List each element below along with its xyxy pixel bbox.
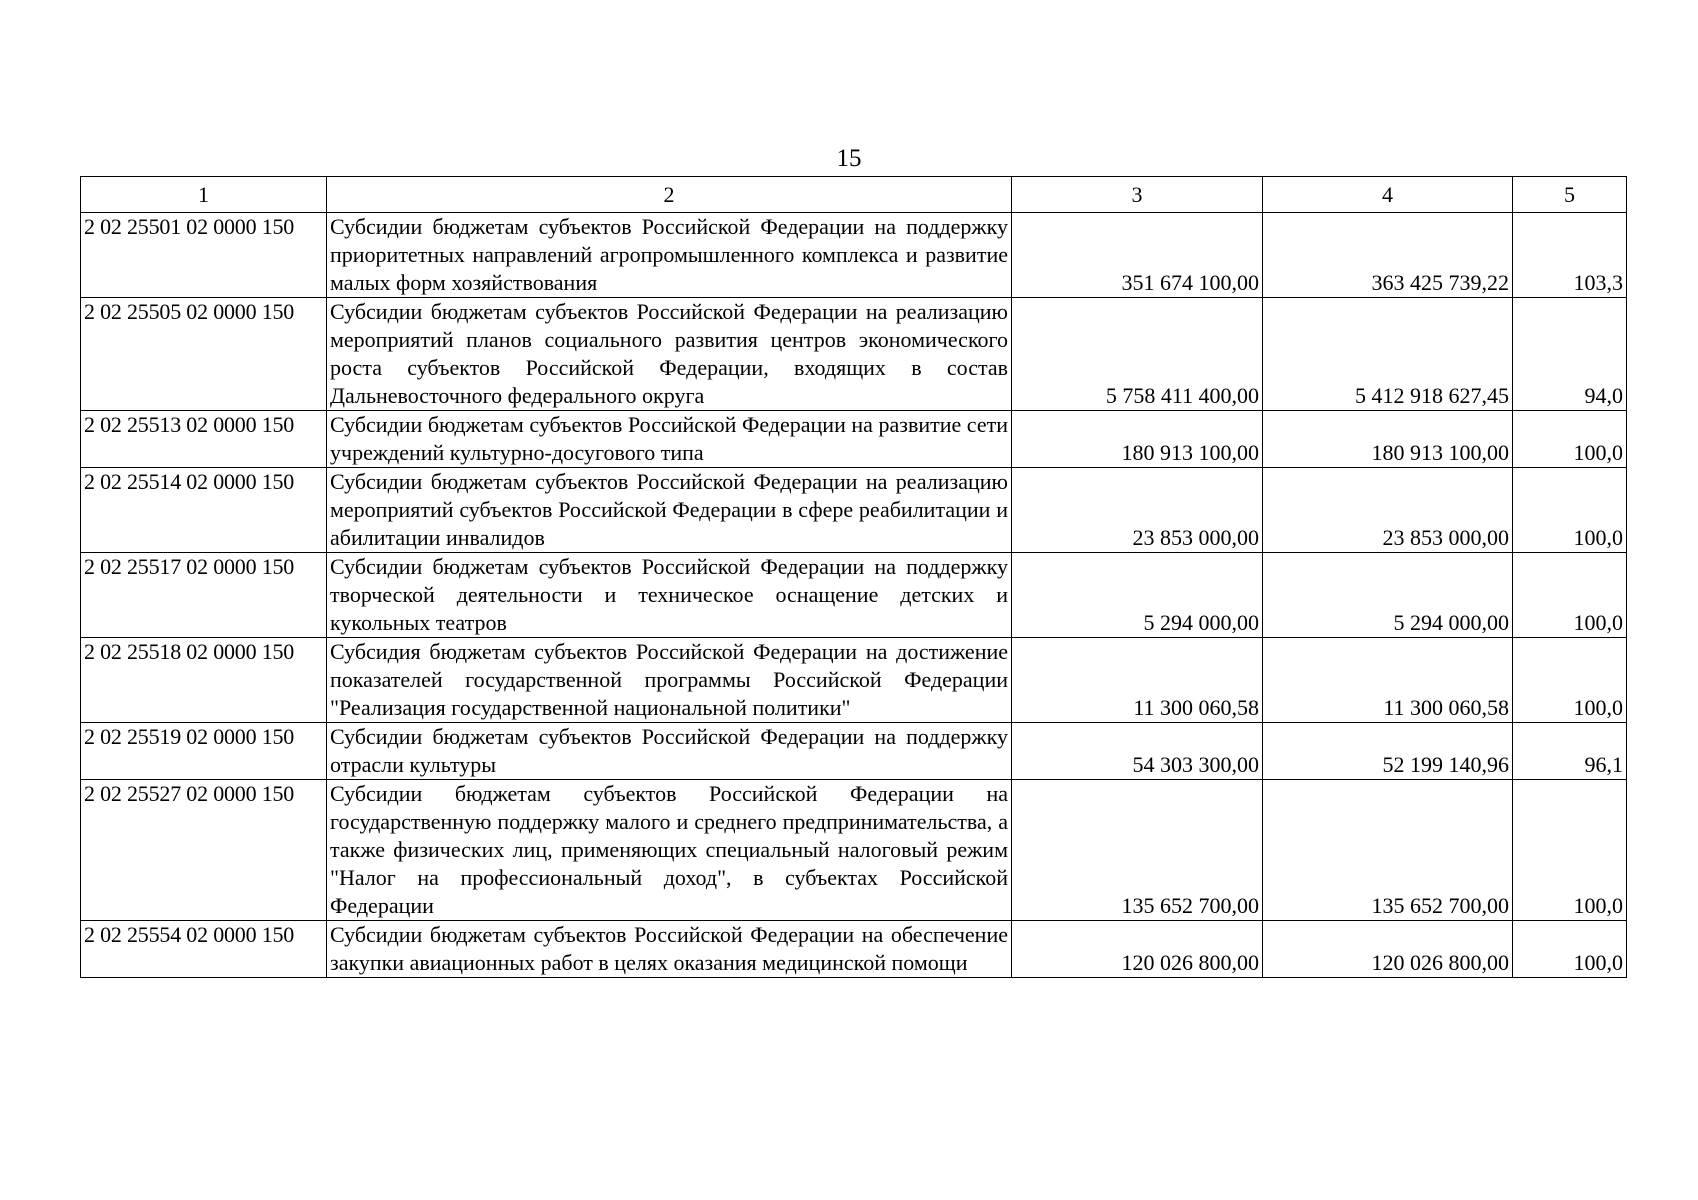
planned-amount-cell: 5 294 000,00 bbox=[1012, 553, 1263, 638]
planned-amount-cell: 180 913 100,00 bbox=[1012, 411, 1263, 468]
table-row bbox=[81, 298, 1627, 411]
description-cell: Субсидии бюджетам субъектов Российской Федерации на развитие сети учреждений культурно-досугового типа bbox=[327, 411, 1012, 468]
planned-amount-cell: 54 303 300,00 bbox=[1012, 723, 1263, 780]
executed-amount-cell: 5 412 918 627,45 bbox=[1263, 298, 1513, 411]
budget-code-cell: 2 02 25527 02 0000 150 bbox=[81, 780, 327, 921]
budget-code-cell: 2 02 25514 02 0000 150 bbox=[81, 468, 327, 553]
executed-amount-cell: 23 853 000,00 bbox=[1263, 468, 1513, 553]
percent-cell: 100,0 bbox=[1513, 553, 1627, 638]
planned-amount-cell: 120 026 800,00 bbox=[1012, 921, 1263, 978]
table-row bbox=[81, 411, 1627, 468]
budget-code-cell: 2 02 25519 02 0000 150 bbox=[81, 723, 327, 780]
column-header-5: 5 bbox=[1513, 177, 1627, 213]
percent-cell: 96,1 bbox=[1513, 723, 1627, 780]
executed-amount-cell: 363 425 739,22 bbox=[1263, 213, 1513, 298]
budget-code-cell: 2 02 25554 02 0000 150 bbox=[81, 921, 327, 978]
percent-cell: 100,0 bbox=[1513, 638, 1627, 723]
header-row bbox=[81, 177, 1627, 213]
budget-table bbox=[80, 176, 1627, 978]
budget-code-cell: 2 02 25501 02 0000 150 bbox=[81, 213, 327, 298]
table-row bbox=[81, 780, 1627, 921]
description-cell: Субсидии бюджетам субъектов Российской Федерации на поддержку отрасли культуры bbox=[327, 723, 1012, 780]
planned-amount-cell: 5 758 411 400,00 bbox=[1012, 298, 1263, 411]
planned-amount-cell: 135 652 700,00 bbox=[1012, 780, 1263, 921]
column-header-1: 1 bbox=[81, 177, 327, 213]
description-cell: Субсидия бюджетам субъектов Российской Федерации на достижение показателей государственной программы Российской Федерации "Реализация государственной национальной политики" bbox=[327, 638, 1012, 723]
budget-code-cell: 2 02 25505 02 0000 150 bbox=[81, 298, 327, 411]
table-row bbox=[81, 638, 1627, 723]
percent-cell: 100,0 bbox=[1513, 921, 1627, 978]
description-cell: Субсидии бюджетам субъектов Российской Федерации на поддержку приоритетных направлений агропромышленного комплекса и развитие малых форм хозяйствования bbox=[327, 213, 1012, 298]
description-cell: Субсидии бюджетам субъектов Российской Федерации на поддержку творческой деятельности и техническое оснащение детских и кукольных театров bbox=[327, 553, 1012, 638]
column-header-4: 4 bbox=[1263, 177, 1513, 213]
executed-amount-cell: 120 026 800,00 bbox=[1263, 921, 1513, 978]
description-cell: Субсидии бюджетам субъектов Российской Федерации на реализацию мероприятий планов социального развития центров экономического роста субъектов Российской Федерации, входящих в состав Дальневосточного федерального округа bbox=[327, 298, 1012, 411]
executed-amount-cell: 5 294 000,00 bbox=[1263, 553, 1513, 638]
table-row bbox=[81, 213, 1627, 298]
percent-cell: 100,0 bbox=[1513, 468, 1627, 553]
percent-cell: 103,3 bbox=[1513, 213, 1627, 298]
column-header-2: 2 bbox=[327, 177, 1012, 213]
column-header-3: 3 bbox=[1012, 177, 1263, 213]
table-row bbox=[81, 553, 1627, 638]
percent-cell: 100,0 bbox=[1513, 780, 1627, 921]
executed-amount-cell: 52 199 140,96 bbox=[1263, 723, 1513, 780]
description-cell: Субсидии бюджетам субъектов Российской Федерации на обеспечение закупки авиационных работ в целях оказания медицинской помощи bbox=[327, 921, 1012, 978]
table-row bbox=[81, 921, 1627, 978]
budget-code-cell: 2 02 25518 02 0000 150 bbox=[81, 638, 327, 723]
planned-amount-cell: 11 300 060,58 bbox=[1012, 638, 1263, 723]
table-row bbox=[81, 468, 1627, 553]
table-header bbox=[81, 177, 1627, 213]
planned-amount-cell: 351 674 100,00 bbox=[1012, 213, 1263, 298]
budget-code-cell: 2 02 25517 02 0000 150 bbox=[81, 553, 327, 638]
page-number: 15 bbox=[836, 145, 862, 172]
description-cell: Субсидии бюджетам субъектов Российской Федерации на государственную поддержку малого и среднего предпринимательства, а также физических лиц, применяющих специальный налоговый режим "Налог на профессиональный доход", в субъектах Российской Федерации bbox=[327, 780, 1012, 921]
table-body bbox=[81, 213, 1627, 978]
executed-amount-cell: 180 913 100,00 bbox=[1263, 411, 1513, 468]
executed-amount-cell: 11 300 060,58 bbox=[1263, 638, 1513, 723]
budget-code-cell: 2 02 25513 02 0000 150 bbox=[81, 411, 327, 468]
planned-amount-cell: 23 853 000,00 bbox=[1012, 468, 1263, 553]
table-row bbox=[81, 723, 1627, 780]
percent-cell: 94,0 bbox=[1513, 298, 1627, 411]
percent-cell: 100,0 bbox=[1513, 411, 1627, 468]
executed-amount-cell: 135 652 700,00 bbox=[1263, 780, 1513, 921]
description-cell: Субсидии бюджетам субъектов Российской Федерации на реализацию мероприятий субъектов Российской Федерации в сфере реабилитации и абилитации инвалидов bbox=[327, 468, 1012, 553]
